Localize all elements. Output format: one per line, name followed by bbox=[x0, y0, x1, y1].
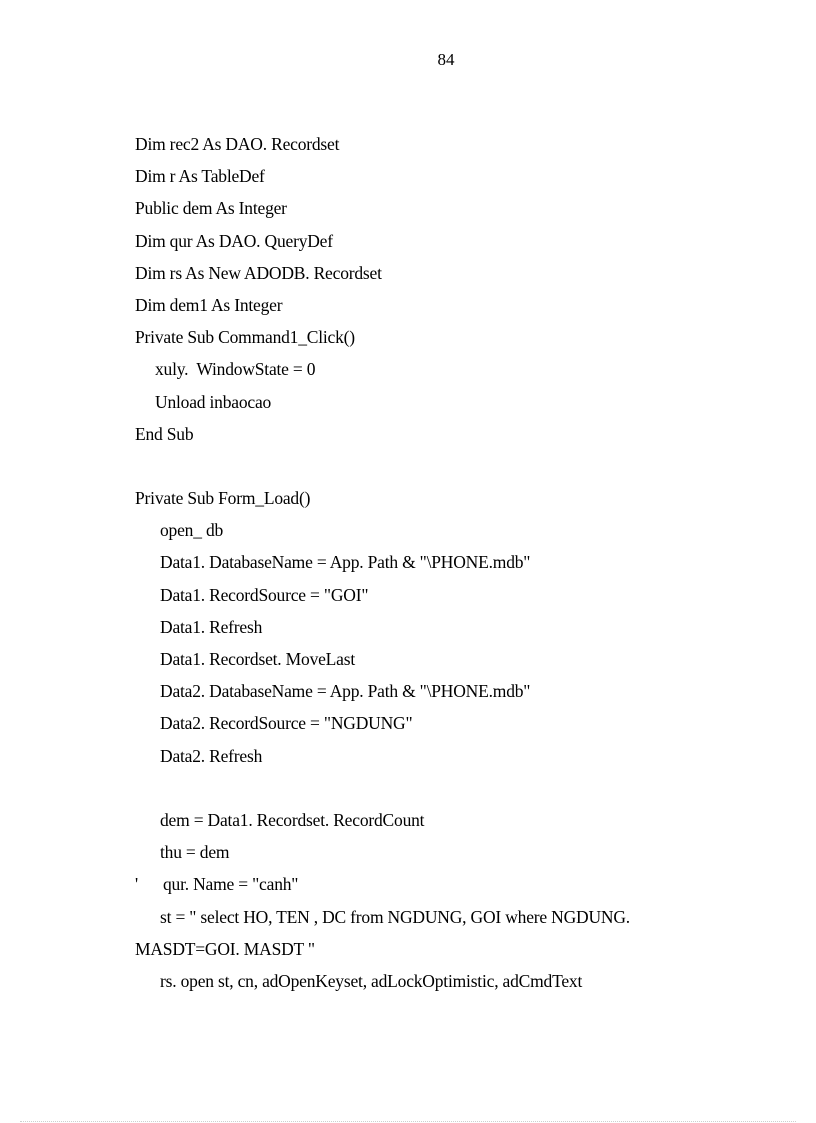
code-line-3: Public dem As Integer bbox=[135, 198, 287, 219]
code-line-19: Data2. Refresh bbox=[160, 745, 263, 766]
blank-line bbox=[135, 777, 755, 809]
code-line-22-text: qur. Name = "canh" bbox=[163, 874, 299, 895]
code-line-12: open_ db bbox=[160, 520, 224, 541]
code-line-10: End Sub bbox=[135, 423, 194, 444]
code-line-25: rs. open st, cn, adOpenKeyset, adLockOptimistic, adCmdText bbox=[160, 970, 583, 991]
code-listing bbox=[135, 133, 755, 1002]
code-line-1: Dim rec2 As DAO. Recordset bbox=[135, 134, 340, 154]
blank-line bbox=[135, 455, 755, 487]
code-line-21: thu = dem bbox=[160, 842, 230, 863]
code-line-15: Data1. Refresh bbox=[160, 616, 263, 637]
code-line-16: Data1. Recordset. MoveLast bbox=[160, 649, 356, 669]
code-line-13: Data1. DatabaseName = App. Path & "\PHONE.mdb" bbox=[160, 552, 531, 573]
code-line-11: Private Sub Form_Load() bbox=[135, 488, 311, 509]
code-line-6: Dim dem1 As Integer bbox=[135, 294, 283, 315]
code-line-7: Private Sub Command1_Click() bbox=[135, 327, 355, 348]
code-line-2: Dim r As TableDef bbox=[135, 166, 265, 187]
code-line-18: Data2. RecordSource = "NGDUNG" bbox=[160, 713, 413, 734]
code-line-20: dem = Data1. Recordset. RecordCount bbox=[160, 809, 425, 830]
code-line-17: Data2. DatabaseName = App. Path & "\PHONE.mdb" bbox=[160, 681, 531, 702]
code-line-23: st = " select HO, TEN , DC from NGDUNG, GOI where NGDUNG. bbox=[160, 906, 630, 927]
comment-apostrophe: ' bbox=[135, 874, 138, 895]
page-bottom-border bbox=[20, 1121, 796, 1122]
code-line-8: xuly. WindowState = 0 bbox=[155, 359, 316, 380]
page-number: 84 bbox=[437, 50, 455, 69]
code-line-24: MASDT=GOI. MASDT " bbox=[135, 938, 315, 959]
code-line-5: Dim rs As New ADODB. Recordset bbox=[135, 262, 382, 283]
code-line-14: Data1. RecordSource = "GOI" bbox=[160, 584, 369, 605]
code-line-22 bbox=[135, 873, 755, 905]
code-line-9: Unload inbaocao bbox=[155, 391, 272, 412]
code-line-4: Dim qur As DAO. QueryDef bbox=[135, 230, 333, 251]
